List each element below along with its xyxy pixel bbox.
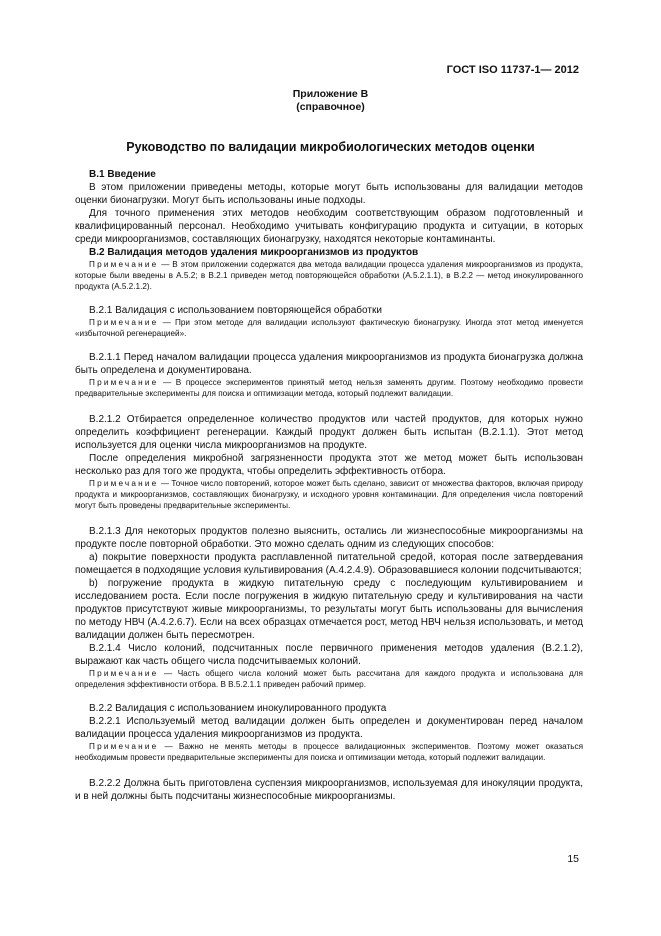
note-label: Примечание: [89, 318, 159, 327]
paragraph: В.2.2.1 Используемый метод валидации должен быть определен и документирован перед началом валидации процесса удаления микроорганизмов из продукта.: [75, 716, 583, 740]
paragraph: В.2.1.4 Число колоний, подсчитанных после первичного применения методов удаления (В.2.1.2), выражают как часть общего числа подсчитываемых колоний.: [75, 643, 583, 667]
page-number: 15: [567, 853, 579, 865]
list-item: а) покрытие поверхности продукта расплавленной питательной средой, которая после затвердевания помещается в подходящие условия культивирования (А.4.2.4.9). Образовавшиеся колонии подсчитываются;: [75, 552, 583, 576]
note-label: Примечание: [89, 742, 159, 751]
note-label: Примечание: [89, 260, 159, 269]
paragraph: Для точного применения этих методов необходим соответствующим образом подготовленный и квалифицированный персонал. Необходимо учитывать конфигурацию продукта и ситуации, в которых среди микроорганизмов, составляющих бионагрузку, находятся некоторые контаминанты.: [75, 208, 583, 245]
note: Примечание — При этом методе для валидации используют фактическую бионагрузку. Иногда этот метод именуется «избыточной регенерацией».: [75, 318, 583, 338]
paragraph: В.2.1.3 Для некоторых продуктов полезно выяснить, остались ли жизнеспособные микроорганизмы на продукте после повторной обработки. Это можно сделать одним из следующих способов:: [75, 526, 583, 550]
section-heading-b2: В.2 Валидация методов удаления микроорганизмов из продуктов: [89, 247, 419, 258]
paragraph: В.2.1.2 Отбирается определенное количество продуктов или частей продуктов, для которых нужно определить коэффициент регенерации. Каждый продукт должен быть испытан (В.2.1.1). Этот метод используется для оценки числа микроорганизмов на продукте.: [75, 414, 583, 451]
section-heading-b1: В.1 Введение: [89, 169, 156, 180]
paragraph: В этом приложении приведены методы, которые могут быть использованы для валидации методов оценки бионагрузки. Могут быть использованы иные подходы.: [75, 182, 583, 206]
note: Примечание — В процессе экспериментов принятый метод нельзя заменять другим. Поэтому необходимо провести предварительные эксперименты для поиска и оптимизации метода, который подлежит валидации.: [75, 378, 583, 398]
document-body: [75, 168, 583, 803]
paragraph: В.2.2.2 Должна быть приготовлена суспензия микроорганизмов, используемая для инокуляции продукта, и в ней должны быть подсчитаны жизнеспособные микроорганизмы.: [75, 778, 583, 802]
note-label: Примечание: [89, 378, 159, 387]
list-item: b) погружение продукта в жидкую питательную среду с последующим культивированием и исследованием роста. Если после погружения в жидкую питательную среду и культивирования на части продуктов присутствуют живые микроорганизмы, то результаты могут быть использованы для вычисления по методу НВЧ (А.4.2.6.7). Если на всех образцах отмечается рост, метод НВЧ нельзя использовать, и метод валидации должен быть пересмотрен.: [75, 578, 583, 641]
annex-title: Приложение В: [292, 88, 369, 100]
paragraph: В.2.1.1 Перед началом валидации процесса удаления микроорганизмов из продукта бионагрузка должна быть определена и документирована.: [75, 352, 583, 376]
standard-designation: ГОСТ ISO 11737-1— 2012: [446, 64, 579, 76]
paragraph: После определения микробной загрязненности продукта этот же метод может быть использован несколько раз для того же продукта, чтобы определить эффективность отбора.: [75, 453, 583, 477]
note: Примечание — В этом приложении содержатся два метода валидации процесса удаления микроорганизмов из продукта, которые были введены в А.5.2; в В.2.1 приведен метод повторяющейся обработки (А.5.2.1.1), в В.2.2 — метод инокулированного продукта (А.5.2.1.2).: [75, 260, 583, 291]
main-title: Руководство по валидации микробиологических методов оценки: [126, 140, 535, 154]
annex-heading: [0, 88, 661, 114]
note: Примечание — Часть общего числа колоний может быть рассчитана для каждого продукта и использована для определения эффективности отбора. В В.5.2.1.1 приведен рабочий пример.: [75, 669, 583, 689]
note: Примечание — Точное число повторений, которое может быть сделано, зависит от множества факторов, включая природу продукта и микроорганизмов, составляющих бионагрузку, и исходного уровня контаминации. Для определения числа повторений могут быть проведены предварительные эксперименты.: [75, 479, 584, 510]
subsection-heading-b21: В.2.1 Валидация с использованием повторяющейся обработки: [89, 305, 382, 316]
note-label: Примечание: [89, 669, 159, 678]
subsection-heading-b22: В.2.2 Валидация с использованием инокулированного продукта: [89, 703, 387, 714]
annex-subtitle: (справочное): [296, 101, 365, 113]
note-label: Примечание: [89, 479, 159, 488]
note: Примечание — Важно не менять методы в процессе валидационных экспериментов. Поэтому может оказаться необходимым провести предварительные эксперименты для поиска и оптимизации метода, который подлежит валидации.: [75, 742, 583, 762]
